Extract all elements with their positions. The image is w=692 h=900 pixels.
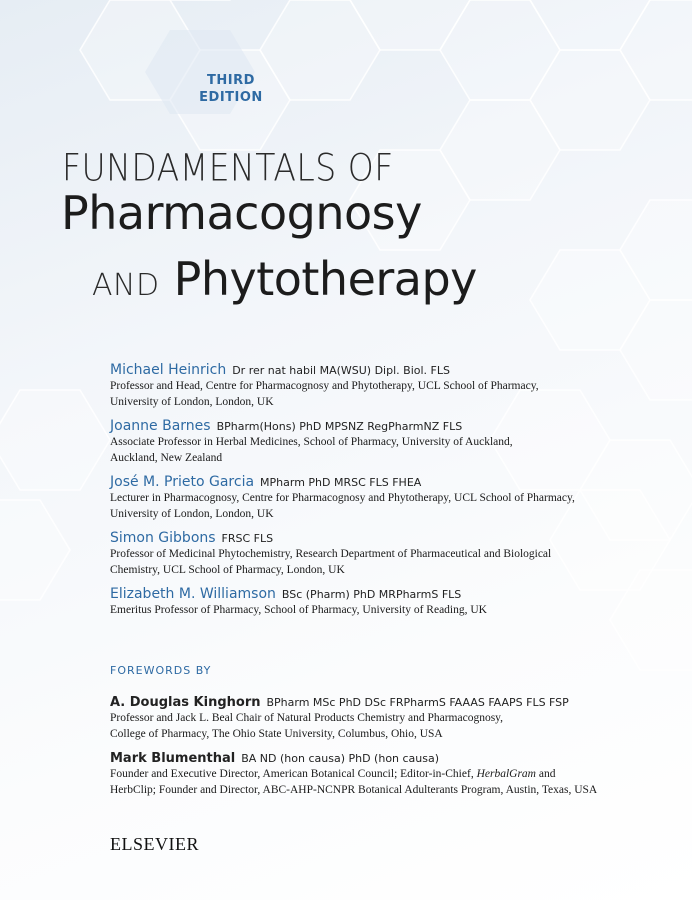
forewords-list: [110, 694, 670, 806]
author-entry: [110, 418, 670, 466]
foreword-affiliation: College of Pharmacy, The Ohio State University, Columbus, Ohio, USA: [110, 727, 443, 740]
edition-line-2: EDITION: [199, 90, 263, 105]
herbalgram-title: HerbalGram: [476, 768, 536, 780]
title-line-3: [92, 252, 477, 306]
author-name: Simon Gibbons: [110, 530, 216, 546]
title-line-1: FUNDAMENTALS OF: [62, 146, 394, 190]
hexagon-shape: [0, 390, 110, 490]
author-name: Elizabeth M. Williamson: [110, 586, 276, 602]
author-affiliation: Professor and Head, Centre for Pharmacognosy and Phytotherapy, UCL School of Pharmacy,: [110, 380, 539, 392]
foreword-affiliation-part: Founder and Executive Director, American Botanical Council; Editor-in-Chief,: [110, 768, 477, 780]
author-affiliation: Associate Professor in Herbal Medicines, School of Pharmacy, University of Auckland,: [110, 436, 513, 448]
author-credentials: FRSC FLS: [221, 532, 274, 545]
author-entry: [110, 362, 670, 410]
foreword-author-name: Mark Blumenthal: [110, 751, 236, 766]
edition-label: [196, 72, 266, 106]
author-affiliation: University of London, London, UK: [110, 507, 274, 520]
author-affiliation: Auckland, New Zealand: [110, 451, 223, 464]
foreword-affiliation: [110, 767, 670, 783]
foreword-entry: [110, 750, 670, 798]
author-entry: [110, 586, 670, 619]
foreword-affiliation: Professor and Jack L. Beal Chair of Natural Products Chemistry and Pharmacognosy,: [110, 712, 504, 724]
foreword-author-credentials: BPharm MSc PhD DSc FRPharmS FAAAS FAAPS FLS FSP: [266, 696, 569, 709]
author-name: Joanne Barnes: [110, 418, 211, 434]
author-affiliation: Chemistry, UCL School of Pharmacy, London, UK: [110, 563, 345, 576]
forewords-heading: FOREWORDS BY: [110, 664, 212, 677]
author-affiliation: Emeritus Professor of Pharmacy, School of Pharmacy, University of Reading, UK: [110, 604, 487, 616]
hexagon-shape: [0, 500, 70, 600]
foreword-affiliation-part: and: [535, 768, 556, 780]
author-credentials: MPharm PhD MRSC FLS FHEA: [260, 476, 422, 489]
author-credentials: Dr rer nat habil MA(WSU) Dipl. Biol. FLS: [232, 364, 450, 377]
foreword-author-credentials: BA ND (hon causa) PhD (hon causa): [241, 752, 440, 765]
author-entry: [110, 474, 670, 522]
title-and: AND: [92, 268, 160, 303]
foreword-author-name: A. Douglas Kinghorn: [110, 695, 261, 710]
foreword-affiliation: HerbClip; Founder and Director, ABC-AHP-NCNPR Botanical Adulterants Program, Austin, Texas, USA: [110, 783, 598, 796]
authors-list: [110, 362, 670, 627]
author-name: José M. Prieto Garcia: [110, 474, 255, 490]
author-credentials: BPharm(Hons) PhD MPSNZ RegPharmNZ FLS: [216, 420, 463, 433]
publisher-logo: ELSEVIER: [110, 834, 199, 854]
title-phytotherapy: Phytotherapy: [173, 252, 477, 306]
title-line-2: Pharmacognosy: [61, 186, 422, 240]
author-affiliation: University of London, London, UK: [110, 395, 274, 408]
foreword-entry: [110, 694, 670, 742]
author-credentials: BSc (Pharm) PhD MRPharmS FLS: [281, 588, 462, 601]
author-entry: [110, 530, 670, 578]
author-name: Michael Heinrich: [110, 362, 227, 378]
edition-line-1: THIRD: [207, 73, 255, 88]
author-affiliation: Professor of Medicinal Phytochemistry, Research Department of Pharmaceutical and Biological: [110, 548, 552, 560]
author-affiliation: Lecturer in Pharmacognosy, Centre for Pharmacognosy and Phytotherapy, UCL School of Pharmacy,: [110, 492, 575, 504]
